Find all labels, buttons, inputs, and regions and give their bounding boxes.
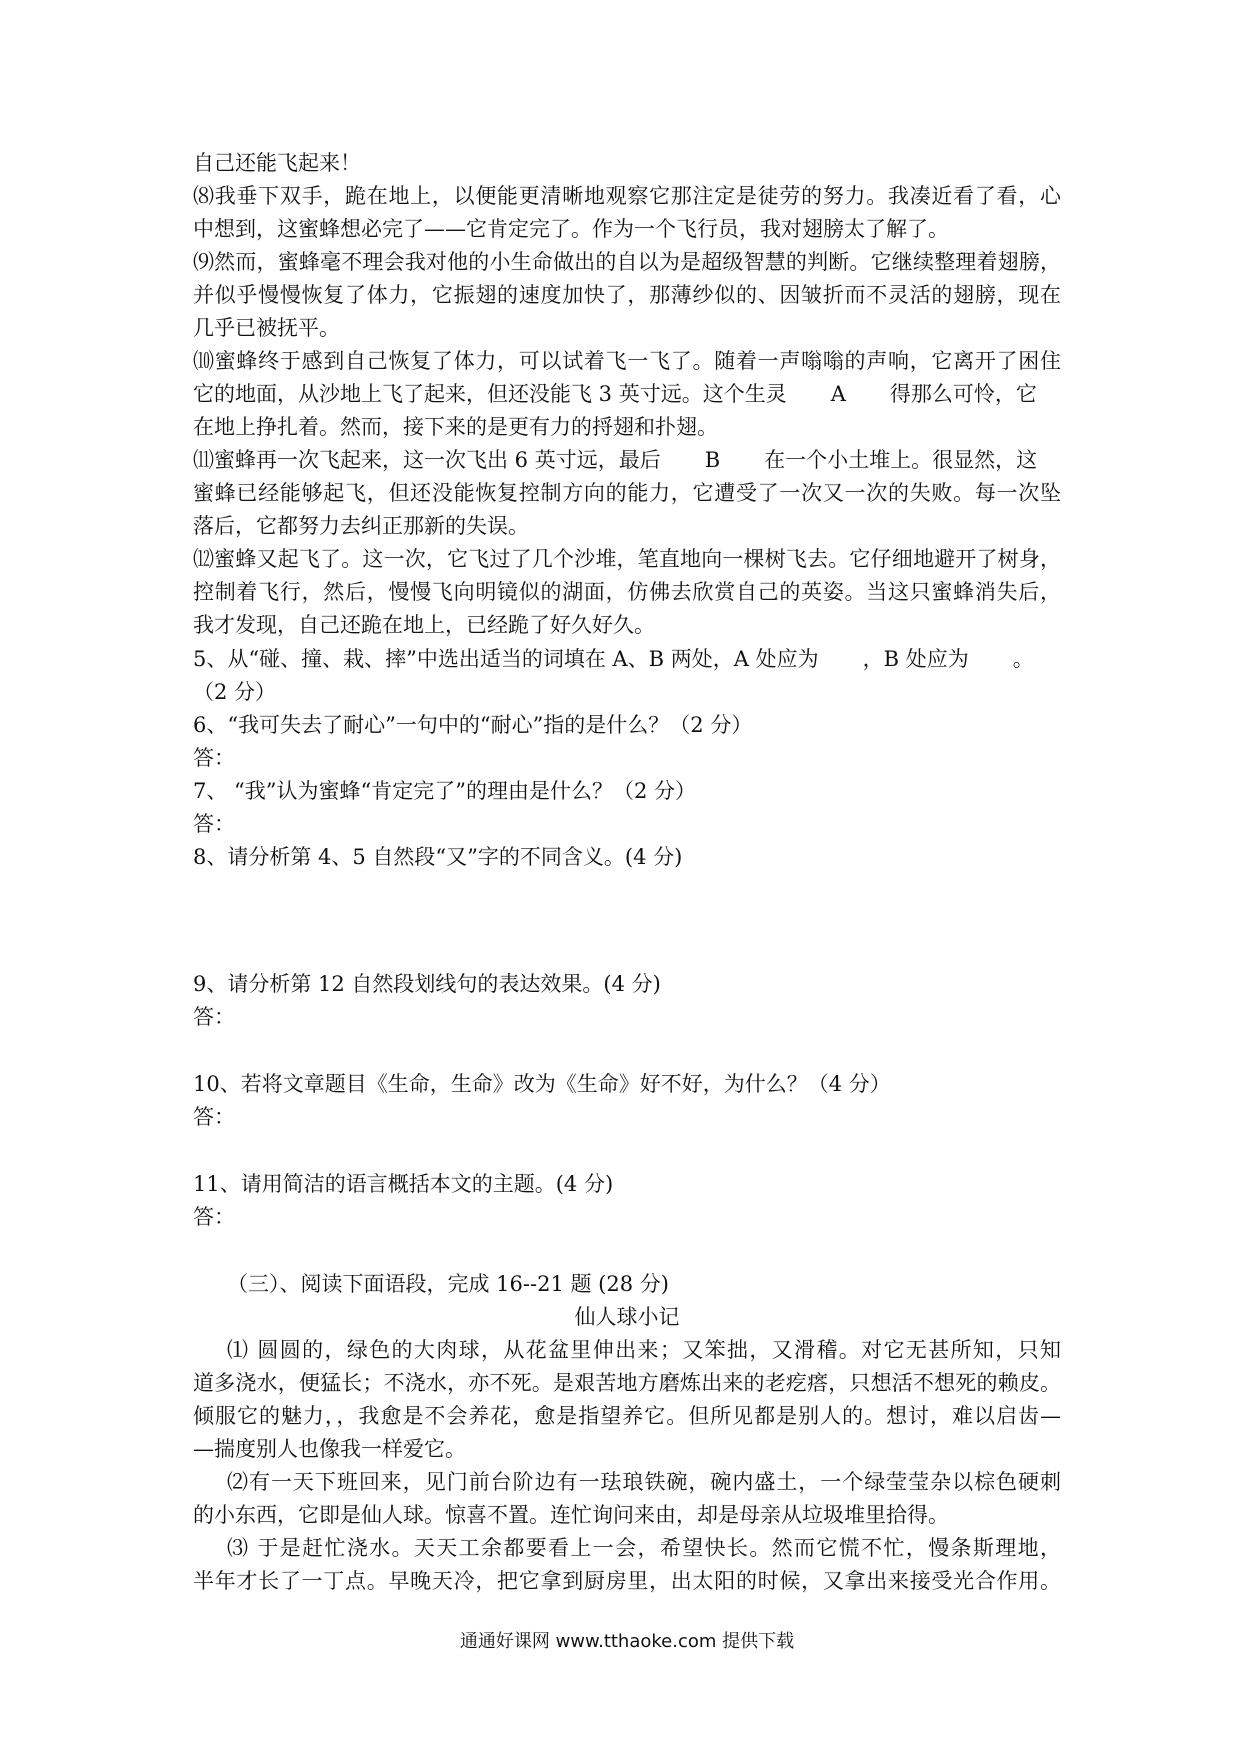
question-5-line-1 <box>193 643 1061 675</box>
cactus-paragraph-3-line-1: ⑶ 于是赶忙浇水。天天工余都要看上一会，希望快长。然而它慌不忙，慢条斯理地， <box>227 1536 1061 1560</box>
page-footer: 通通好课网 www.tthaoke.com 提供下载 <box>459 1631 795 1652</box>
paragraph-10-text-a: 它的地面，从沙地上飞了起来，但还没能飞 3 英寸远。这个生灵 <box>193 382 787 406</box>
cactus-paragraph-3-line-2: 半年才长了一丁点。早晚天冷，把它拿到厨房里，出太阳的时候，又拿出来接受光合作用。 <box>193 1569 1061 1593</box>
paragraph-8-line-2: 中想到，这蜜蜂想必完了——它肯定完了。作为一个飞行员，我对翅膀太了解了。 <box>193 217 949 241</box>
question-11: 11、请用简洁的语言概括本文的主题。(4 分) <box>193 1172 614 1196</box>
cactus-paragraph-1-line-2: 道多浇水，便猛长；不浇水，亦不死。是艰苦地方磨炼出来的老疙瘩，只想活不想死的赖皮。 <box>193 1371 1061 1395</box>
paragraph-9-line-1: ⑼然而，蜜蜂毫不理会我对他的小生命做出的自以为是超级智慧的判断。它继续整理着翅膀， <box>193 250 1061 274</box>
paragraph-10-line-2 <box>193 378 1061 410</box>
paragraph-8-line-1: ⑻我垂下双手，跪在地上，以便能更清晰地观察它那注定是徒劳的努力。我凑近看了看，心 <box>193 184 1061 208</box>
paragraph-11-line-1 <box>193 444 1061 476</box>
question-5-text-b: ，B 处应为 <box>862 647 969 671</box>
question-6: 6、“我可失去了耐心”一句中的“耐心”指的是什么？（2 分） <box>193 713 753 737</box>
question-5-text: 5、从“碰、撞、栽、摔”中选出适当的词填在 A、B 两处，A 处应为 <box>193 647 819 671</box>
blank-a-marker: A <box>830 382 846 406</box>
paragraph-10-line-3: 在地上挣扎着。然而，接下来的是更有力的捋翅和扑翅。 <box>193 415 718 439</box>
paragraph-11-text-a: ⑾蜜蜂再一次飞起来，这一次飞出 6 英寸远，最后 <box>193 448 661 472</box>
answer-label-11: 答： <box>193 1205 235 1229</box>
paragraph-12-line-3: 我才发现，自己还跪在地上，已经跪了好久好久。 <box>193 613 655 637</box>
paragraph-11-text-b: 在一个小土堆上。很显然，这 <box>764 448 1038 472</box>
question-9: 9、请分析第 12 自然段划线句的表达效果。(4 分) <box>193 972 661 996</box>
question-8: 8、请分析第 4、5 自然段“又”字的不同含义。(4 分) <box>193 845 683 869</box>
paragraph-12-line-1: ⑿蜜蜂又起飞了。这一次，它飞过了几个沙堆，笔直地向一棵树飞去。它仔细地避开了树身， <box>193 547 1061 571</box>
paragraph-12-line-2: 控制着飞行，然后，慢慢飞向明镜似的湖面，仿佛去欣赏自己的英姿。当这只蜜蜂消失后， <box>193 580 1061 604</box>
paragraph-7-end: 自己还能飞起来！ <box>193 151 361 175</box>
paragraph-9-line-3: 几乎已被抚平。 <box>193 316 340 340</box>
cactus-paragraph-1-line-3: 倾服它的魅力，，我愈是不会养花，愈是指望养它。但所见都是别人的。想讨，难以启齿— <box>193 1404 1061 1428</box>
answer-label-10: 答： <box>193 1105 235 1129</box>
paragraph-9-line-2: 并似乎慢慢恢复了体力，它振翅的速度加快了，那薄纱似的、因皱折而不灵活的翅膀，现在 <box>193 283 1061 307</box>
paragraph-11-line-2: 蜜蜂已经能够起飞，但还没能恢复控制方向的能力，它遭受了一次又一次的失败。每一次坠 <box>193 481 1061 505</box>
section-3-title: 仙人球小记 <box>574 1305 680 1329</box>
paragraph-10-text-b: 得那么可怜，它 <box>889 382 1037 406</box>
paragraph-10-line-1: ⑽蜜蜂终于感到自己恢复了体力，可以试着飞一飞了。随着一声嗡嗡的声响，它离开了困住 <box>193 349 1061 373</box>
question-5-score: （2 分） <box>193 680 277 704</box>
cactus-paragraph-2-line-1: ⑵有一天下班回来，见门前台阶边有一珐琅铁碗，碗内盛土，一个绿莹莹杂以棕色硬刺 <box>227 1470 1061 1494</box>
answer-label-6: 答： <box>193 746 235 770</box>
cactus-paragraph-1-line-4: —揣度别人也像我一样爱它。 <box>193 1437 466 1461</box>
cactus-paragraph-1-line-1: ⑴ 圆圆的，绿色的大肉球，从花盆里伸出来；又笨拙，又滑稽。对它无甚所知，只知 <box>227 1338 1061 1362</box>
question-10: 10、若将文章题目《生命，生命》改为《生命》好不好，为什么？（4 分） <box>193 1072 891 1096</box>
blank-b-marker: B <box>704 448 721 472</box>
cactus-paragraph-2-line-2: 的小东西，它即是仙人球。惊喜不置。连忙询问来由，却是母亲从垃圾堆里拾得。 <box>193 1503 949 1527</box>
paragraph-11-line-3: 落后，它都努力去纠正那新的失误。 <box>193 514 529 538</box>
answer-label-9: 答： <box>193 1005 235 1029</box>
question-7: 7、 “我”认为蜜蜂“肯定完了”的理由是什么？（2 分） <box>193 779 697 803</box>
question-5-end: 。 <box>1012 647 1034 671</box>
answer-label-7: 答： <box>193 812 235 836</box>
section-3-heading: （三）、阅读下面语段，完成 16--21 题 (28 分) <box>227 1272 669 1296</box>
